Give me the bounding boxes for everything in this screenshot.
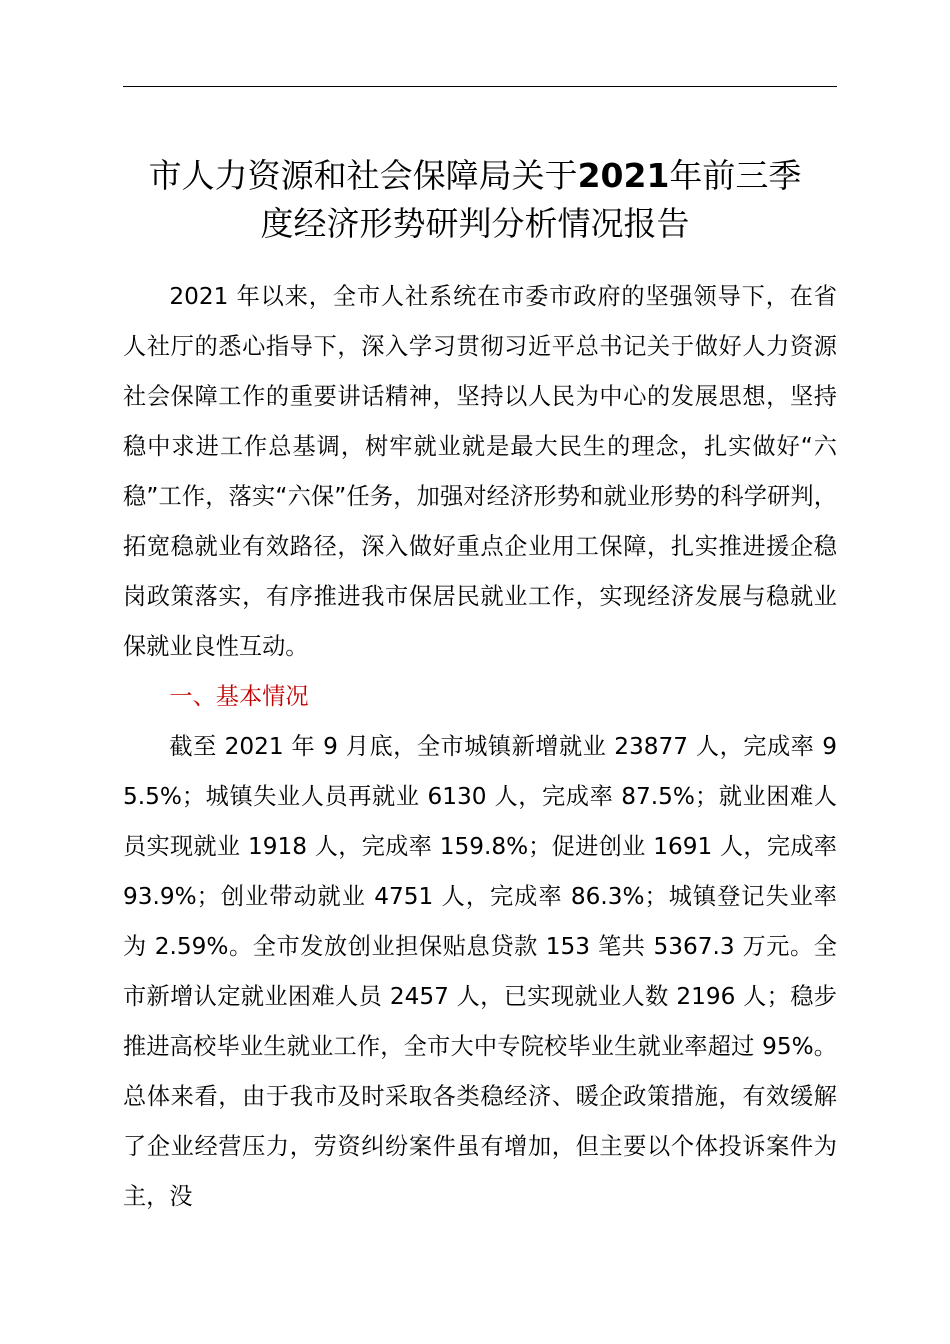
title-line-2: 度经济形势研判分析情况报告 [260,204,690,243]
section-heading: 一、基本情况 [169,683,309,710]
intro-paragraph: 2021 年以来，全市人社系统在市委市政府的坚强领导下，在省人社厅的悉心指导下，深入学习贯彻习近平总书记关于做好人力资源社会保障工作的重要讲话精神，坚持以人民为中心的发展思想，坚持稳中求进工作总基调，树牢就业就是最大民生的理念，扎实做好“六稳”工作，落实“六保”任务，加强对经济形势和就业形势的科学研判，拓宽稳就业有效路径，深入做好重点企业用工保障，扎实推进援企稳岗政策落实，有序推进我市保居民就业工作，实现经济发展与稳就业保就业良性互动。 [123,283,837,660]
header-rule [123,86,837,87]
title-line-1 [100,152,850,200]
document-body [123,272,837,1222]
basic-situation-paragraph: 截至 2021 年 9 月底，全市城镇新增就业 23877 人，完成率 95.5%；城镇失业人员再就业 6130 人，完成率 87.5%；就业困难人员实现就业 1918 人，完成率 159.8%；促进创业 1691 人，完成率 93.9%；创业带动就业 4751 人，完成率 86.3%；城镇登记失业率为 2.59%。全市发放创业担保贴息贷款 153 笔共 5367.3 万元。全市新增认定就业困难人员 2457 人，已实现就业人数 2196 人；稳步推进高校毕业生就业工作，全市大中专院校毕业生就业率超过 95%。总体来看，由于我市及时采取各类稳经济、暖企政策措施，有效缓解了企业经营压力，劳资纠纷案件虽有增加，但主要以个体投诉案件为主，没 [123,733,837,1210]
title-line-1-part-a: 市人力资源和社会保障局关于 [148,156,578,195]
title-line-1-part-c: 年前三季 [669,156,802,195]
title-year: 2021 [577,156,670,195]
document-title [100,152,850,248]
